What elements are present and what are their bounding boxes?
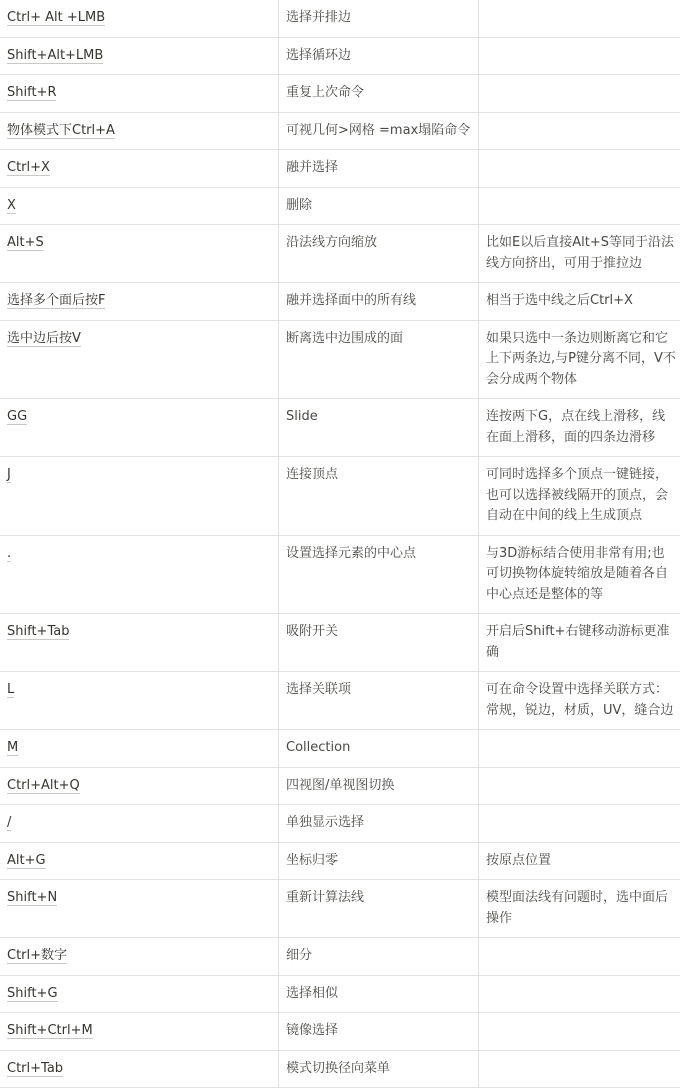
shortcut-note (479, 75, 680, 113)
shortcut-key: GG (7, 409, 27, 425)
shortcut-note (479, 730, 680, 768)
shortcut-key-cell (0, 75, 279, 113)
shortcut-action: 可视几何>网格 =max塌陷命令 (279, 112, 479, 150)
table-row (0, 225, 680, 283)
shortcut-action: 吸附开关 (279, 614, 479, 672)
shortcut-note (479, 112, 680, 150)
shortcut-key: Ctrl+X (7, 160, 50, 176)
shortcut-key: / (7, 815, 11, 831)
shortcut-action: 融并选择面中的所有线 (279, 283, 479, 321)
table-row (0, 283, 680, 321)
table-row (0, 880, 680, 938)
shortcut-action: 选择相似 (279, 975, 479, 1013)
table-row (0, 767, 680, 805)
shortcut-note (479, 805, 680, 843)
shortcut-key-cell (0, 805, 279, 843)
table-row (0, 975, 680, 1013)
table-row (0, 805, 680, 843)
table-row (0, 150, 680, 188)
shortcut-action: 沿法线方向缩放 (279, 225, 479, 283)
shortcut-key-cell (0, 320, 279, 399)
table-row (0, 535, 680, 614)
shortcut-key-cell (0, 672, 279, 730)
shortcut-key: Shift+N (7, 890, 57, 906)
shortcut-key: 选中边后按V (7, 331, 81, 347)
shortcut-key-cell (0, 730, 279, 768)
shortcut-note (479, 975, 680, 1013)
table-row (0, 730, 680, 768)
shortcut-action: 单独显示选择 (279, 805, 479, 843)
shortcut-key-cell (0, 1050, 279, 1088)
shortcut-action: 设置选择元素的中心点 (279, 535, 479, 614)
table-row (0, 457, 680, 536)
table-row (0, 1050, 680, 1088)
shortcut-action: Slide (279, 399, 479, 457)
table-row (0, 112, 680, 150)
shortcut-action: 四视图/单视图切换 (279, 767, 479, 805)
table-row (0, 614, 680, 672)
shortcut-action: 选择关联项 (279, 672, 479, 730)
shortcut-key: Alt+G (7, 853, 46, 869)
shortcut-action: 融并选择 (279, 150, 479, 188)
shortcut-note (479, 1050, 680, 1088)
shortcut-key: 选择多个面后按F (7, 293, 105, 309)
shortcut-key: 物体模式下Ctrl+A (7, 123, 115, 139)
table-row (0, 187, 680, 225)
shortcut-key: L (7, 682, 14, 698)
shortcut-action: 模式切换径向菜单 (279, 1050, 479, 1088)
shortcut-key-cell (0, 975, 279, 1013)
shortcut-key-cell (0, 187, 279, 225)
shortcut-key: Ctrl+Tab (7, 1061, 63, 1077)
shortcut-action: 坐标归零 (279, 842, 479, 880)
shortcut-key: J (7, 467, 11, 483)
shortcut-key: Ctrl+数字 (7, 948, 67, 964)
shortcut-key-cell (0, 112, 279, 150)
shortcut-key-cell (0, 283, 279, 321)
shortcut-key: Shift+Alt+LMB (7, 48, 103, 64)
shortcut-key-cell (0, 535, 279, 614)
shortcut-note: 可在命令设置中选择关联方式：常规，锐边，材质，UV，缝合边 (479, 672, 680, 730)
shortcut-key-cell (0, 842, 279, 880)
shortcut-action: 选择循环边 (279, 37, 479, 75)
shortcut-key-cell (0, 225, 279, 283)
shortcut-note (479, 187, 680, 225)
shortcut-action: 镜像选择 (279, 1013, 479, 1051)
shortcut-key: Ctrl+ Alt +LMB (7, 10, 105, 26)
table-row (0, 1013, 680, 1051)
shortcut-note: 如果只选中一条边则断离它和它上下两条边,与P键分离不同，V不会分成两个物体 (479, 320, 680, 399)
shortcut-key: . (7, 546, 11, 562)
table-row (0, 75, 680, 113)
shortcut-key-cell (0, 37, 279, 75)
shortcut-key-cell (0, 1013, 279, 1051)
shortcut-note (479, 938, 680, 976)
shortcut-key-cell (0, 880, 279, 938)
shortcut-action: 连接顶点 (279, 457, 479, 536)
table-row (0, 0, 680, 37)
table-row (0, 320, 680, 399)
shortcut-key: Shift+R (7, 85, 56, 101)
shortcut-note: 相当于选中线之后Ctrl+X (479, 283, 680, 321)
shortcut-note (479, 1013, 680, 1051)
shortcut-key-cell (0, 399, 279, 457)
table-row (0, 672, 680, 730)
shortcut-key: Ctrl+Alt+Q (7, 778, 80, 794)
shortcut-note: 模型面法线有问题时，选中面后操作 (479, 880, 680, 938)
shortcut-key: Shift+Ctrl+M (7, 1023, 93, 1039)
shortcut-action: 重新计算法线 (279, 880, 479, 938)
table-row (0, 842, 680, 880)
shortcut-key: Alt+S (7, 235, 44, 251)
shortcut-note: 比如E以后直接Alt+S等同于沿法线方向挤出，可用于推拉边 (479, 225, 680, 283)
shortcut-action: 重复上次命令 (279, 75, 479, 113)
shortcut-key-cell (0, 767, 279, 805)
shortcut-action: 细分 (279, 938, 479, 976)
shortcut-key: Shift+G (7, 986, 58, 1002)
shortcut-action: Collection (279, 730, 479, 768)
shortcut-note: 与3D游标结合使用非常有用;也可切换物体旋转缩放是随着各自中心点还是整体的等 (479, 535, 680, 614)
shortcut-action: 选择并排边 (279, 0, 479, 37)
shortcut-key: X (7, 198, 16, 214)
shortcut-note (479, 767, 680, 805)
shortcut-key-cell (0, 150, 279, 188)
shortcut-key-cell (0, 0, 279, 37)
table-row (0, 399, 680, 457)
shortcut-key: Shift+Tab (7, 624, 69, 640)
shortcut-note (479, 150, 680, 188)
table-row (0, 938, 680, 976)
shortcut-action: 断离选中边围成的面 (279, 320, 479, 399)
shortcut-key-cell (0, 457, 279, 536)
shortcut-action: 删除 (279, 187, 479, 225)
shortcut-note: 可同时选择多个顶点一键链接，也可以选择被线隔开的顶点，会自动在中间的线上生成顶点 (479, 457, 680, 536)
shortcut-note (479, 0, 680, 37)
shortcut-note: 开启后Shift+右键移动游标更准确 (479, 614, 680, 672)
shortcut-note: 连按两下G，点在线上滑移，线在面上滑移，面的四条边滑移 (479, 399, 680, 457)
table-row (0, 37, 680, 75)
shortcut-key: M (7, 740, 18, 756)
shortcut-key-cell (0, 938, 279, 976)
shortcut-note (479, 37, 680, 75)
shortcut-key-cell (0, 614, 279, 672)
shortcut-note: 按原点位置 (479, 842, 680, 880)
